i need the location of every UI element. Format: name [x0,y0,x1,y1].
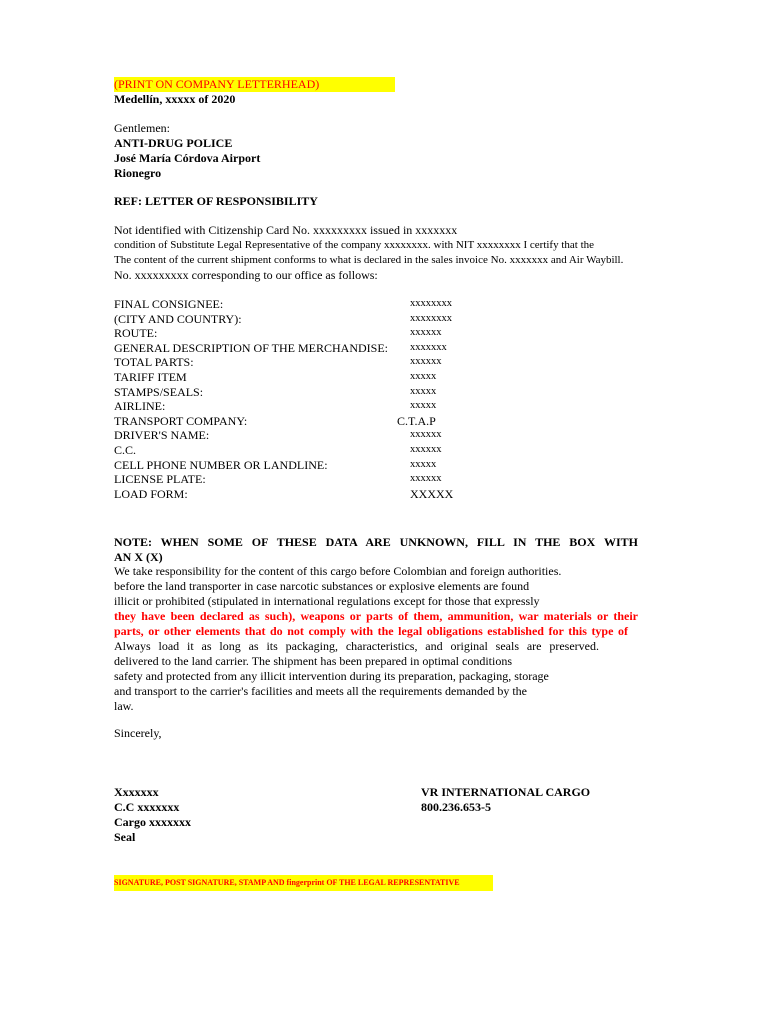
field-label: LOAD FORM: [114,486,188,501]
body-line-9: and transport to the carrier's facilities and meets all the requirements demanded by the [114,684,528,698]
letterhead-note: (PRINT ON COMPANY LETTERHEAD) [114,77,395,92]
recipient-line-3: Rionegro [114,166,162,180]
signer-left [114,785,191,845]
intro-line-2: condition of Substitute Legal Representative of the company xxxxxxxx. with NIT xxxxxxxx I certify that the [114,239,595,251]
field-label: DRIVER'S NAME: [114,428,210,443]
field-label: ROUTE: [114,326,158,341]
field-row [114,341,474,356]
body-line-10: law. [114,699,134,713]
ref-heading: REF: LETTER OF RESPONSIBILITY [114,194,318,208]
field-label: FINAL CONSIGNEE: [114,297,224,311]
signer-cargo: Cargo xxxxxxx [114,815,191,829]
signer-right [421,785,590,815]
field-label: LICENSE PLATE: [114,472,206,487]
field-value: xxxxxxx [410,341,447,353]
field-label: (CITY AND COUNTRY): [114,311,242,326]
field-row [114,487,474,502]
body-line-6: Always load it as long as its packaging, characteristics, and original seals are preserved. [114,639,599,653]
field-label: C.C. [114,442,137,457]
letterhead-block [114,77,395,107]
signature-instructions: SIGNATURE, POST SIGNATURE, STAMP AND fingerprint OF THE LEGAL REPRESENTATIVE [114,875,493,891]
field-row [114,472,474,487]
place-date: Medellín, xxxxx of 2020 [114,92,236,106]
recipient-line-1: ANTI-DRUG POLICE [114,136,233,150]
field-value: C.T.A.P [397,413,436,428]
field-label: TARIFF ITEM [114,369,187,384]
field-row [114,370,474,385]
field-row [114,312,474,327]
intro-line-3: The content of the current shipment conforms to what is declared in the sales invoice No. xxxxxxx and Air Waybill. [114,254,624,266]
body-line-8: safety and protected from any illicit intervention during its preparation, packaging, storage [114,669,549,683]
note-line-2: AN X (X) [114,550,163,564]
closing-block [114,726,162,741]
field-value: XXXXX [410,486,454,501]
field-value: xxxxx [410,385,437,397]
body-line-7: delivered to the land carrier. The shipment has been prepared in optimal conditions [114,654,512,668]
body-line-4: they have been declared as such), weapons or parts of them, ammunition, war materials or their [114,609,638,623]
responsibility-paragraph [114,564,638,714]
note-block [114,535,638,565]
body-line-2: before the land transporter in case narcotic substances or explosive elements are found [114,579,530,593]
signer-name: Xxxxxxx [114,785,159,799]
field-value: xxxxxx [410,356,442,368]
field-value: xxxxx [410,400,437,412]
salutation: Gentlemen: [114,121,170,135]
company-nit: 800.236.653-5 [421,800,491,814]
intro-line-4: No. xxxxxxxxx corresponding to our office as follows: [114,268,378,282]
field-value: xxxxxx [410,429,442,441]
intro-paragraph [114,223,623,283]
recipient-line-2: José María Córdova Airport [114,151,261,165]
field-value: xxxxxx [410,473,442,485]
closing: Sincerely, [114,726,162,740]
field-row [114,414,474,429]
field-row [114,443,474,458]
field-row [114,355,474,370]
field-row [114,326,474,341]
recipient-block [114,121,260,181]
field-value: xxxxxx [410,443,442,455]
field-value: xxxxxxxx [410,298,452,309]
field-row [114,385,474,400]
footer-block [114,875,493,891]
note-line-1: NOTE: WHEN SOME OF THESE DATA ARE UNKNOWN, FILL IN THE BOX WITH [114,535,638,549]
field-row [114,297,474,312]
field-label: CELL PHONE NUMBER OR LANDLINE: [114,457,328,472]
field-label: TOTAL PARTS: [114,355,194,370]
field-label: GENERAL DESCRIPTION OF THE MERCHANDISE: [114,340,389,355]
field-row [114,458,474,473]
field-label: TRANSPORT COMPANY: [114,413,248,428]
field-value: xxxxxxxx [410,312,452,324]
company-name: VR INTERNATIONAL CARGO [421,785,591,799]
field-label: AIRLINE: [114,399,166,414]
intro-line-1: Not identified with Citizenship Card No. xxxxxxxxx issued in xxxxxxx [114,223,458,237]
field-value: xxxxx [410,458,437,470]
field-label: STAMPS/SEALS: [114,384,204,399]
signer-cc: C.C xxxxxxx [114,800,180,814]
field-row [114,428,474,443]
body-line-1: We take responsibility for the content of this cargo before Colombian and foreign authorities. [114,564,562,578]
ref-block [114,194,318,209]
body-line-5: parts, or other elements that do not comply with the legal obligations established for this type of [114,624,628,638]
signer-seal: Seal [114,830,136,844]
field-row [114,399,474,414]
field-value: xxxxxx [410,327,442,339]
field-value: xxxxx [410,370,437,382]
body-line-3: illicit or prohibited (stipulated in international regulations except for those that expressly [114,594,540,608]
shipment-fields [114,297,474,501]
